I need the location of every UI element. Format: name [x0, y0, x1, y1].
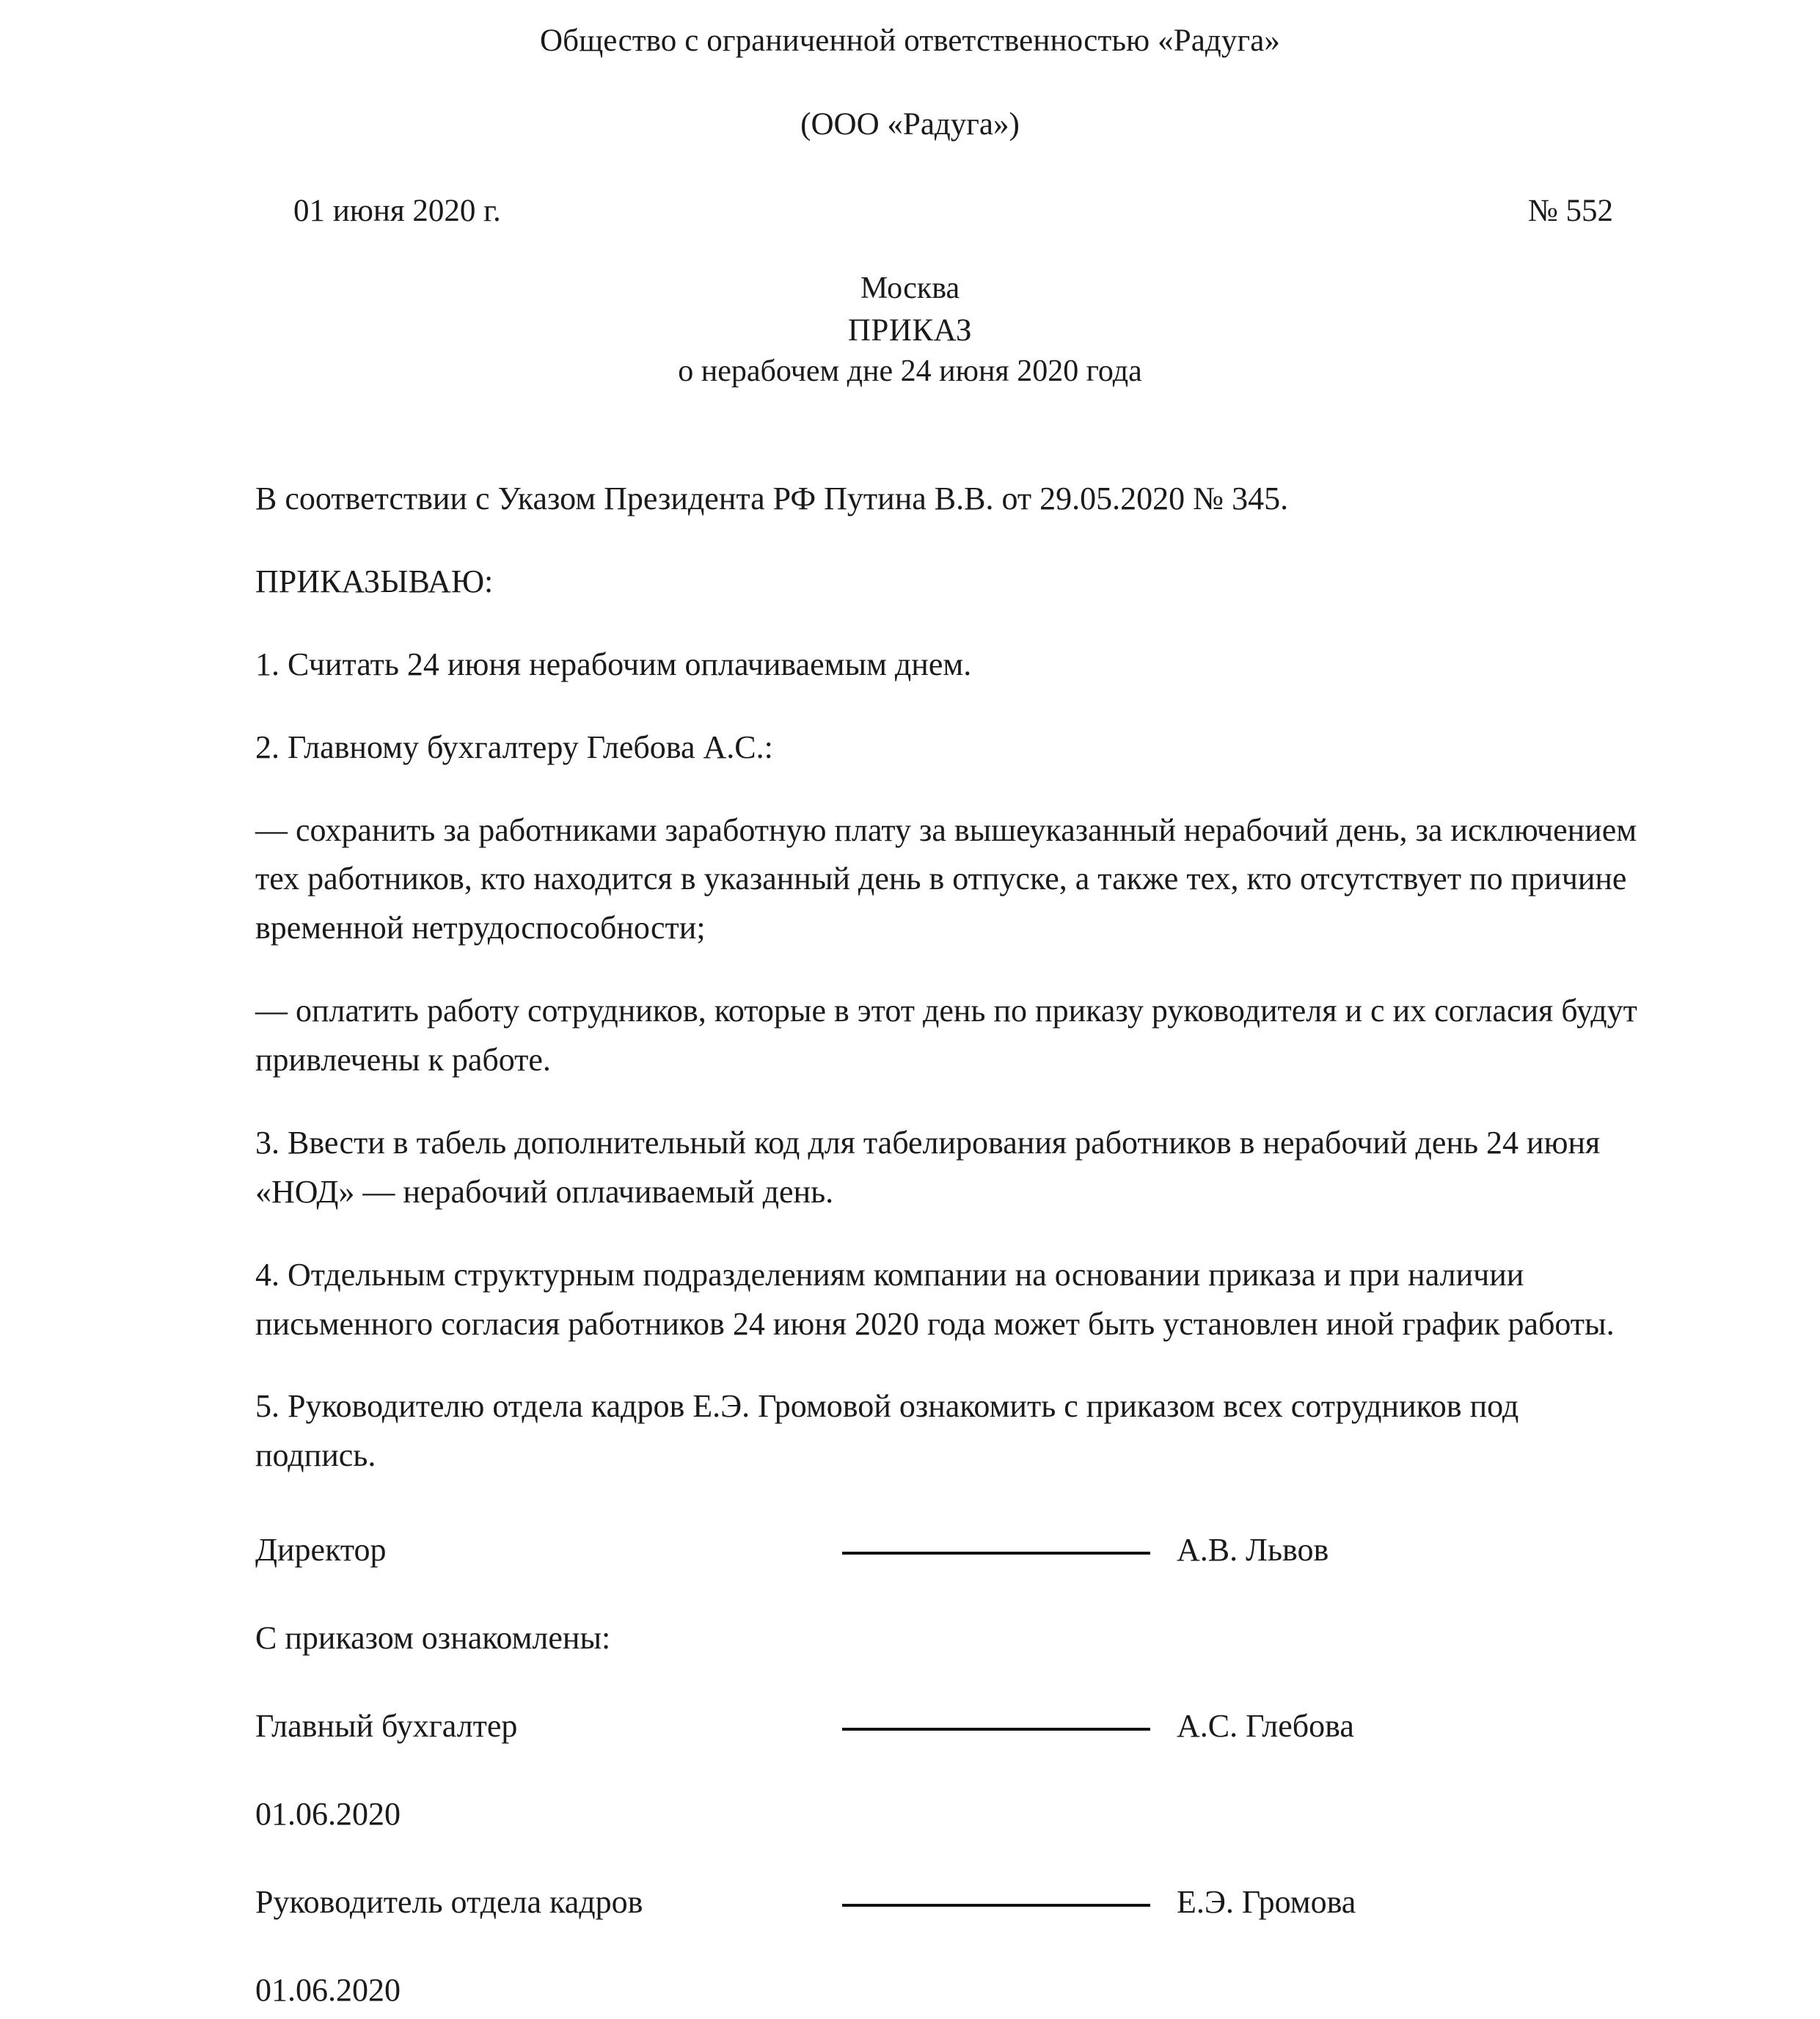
order-item-2: 2. Главному бухгалтеру Глебова А.С.:: [255, 729, 773, 765]
order-item-2-dash-2: — оплатить работу сотрудников, которые в этот день по приказу руководителя и с их согласия будут привлечены к работе.: [255, 993, 1637, 1078]
director-name: А.В. Львов: [1177, 1532, 1329, 1569]
director-role: Директор: [255, 1532, 387, 1569]
document-meta-row: [0, 193, 1820, 229]
director-signature-line: [842, 1552, 1150, 1555]
order-item-4: 4. Отдельным структурным подразделениям компании на основании приказа и при наличии письменного согласия работников 24 июня 2020 года может быть установлен иной график работы.: [255, 1256, 1615, 1342]
order-item-1: 1. Считать 24 июня нерабочим оплачиваемым днем.: [255, 646, 972, 682]
order-verb: ПРИКАЗЫВАЮ:: [255, 563, 494, 599]
organization-full-name: Общество с ограниченной ответственностью «Радуга»: [539, 23, 1281, 58]
order-item-5: 5. Руководителю отдела кадров Е.Э. Громовой ознакомить с приказом всех сотрудников под подпись.: [255, 1388, 1519, 1474]
document-body: [0, 475, 1820, 1481]
document-type: ПРИКАЗ: [847, 313, 973, 348]
acknowledge-note: С приказом ознакомлены:: [255, 1620, 611, 1657]
organization-short-name: (ООО «Радуга»): [800, 106, 1020, 142]
signature-row-chief-accountant: [255, 1702, 1644, 1750]
preamble-paragraph: В соответствии с Указом Президента РФ Путина В.В. от 29.05.2020 № 345.: [255, 481, 1289, 517]
chief-accountant-name: А.С. Глебова: [1177, 1708, 1354, 1745]
chief-accountant-signature-line: [842, 1728, 1150, 1731]
hr-head-date: 01.06.2020: [255, 1972, 401, 2009]
document-city: Москва: [860, 271, 960, 306]
document-date: 01 июня 2020 г.: [293, 194, 501, 229]
chief-accountant-role: Главный бухгалтер: [255, 1708, 518, 1745]
hr-head-role: Руководитель отдела кадров: [255, 1884, 643, 1921]
signature-row-director: [255, 1526, 1644, 1574]
order-item-3: 3. Ввести в табель дополнительный код для табелирования работников в нерабочий день 24 июня «НОД» — нерабочий оплачиваемый день.: [255, 1124, 1601, 1210]
document-number: № 552: [1527, 194, 1613, 229]
order-item-2-dash-1: — сохранить за работниками заработную плату за вышеуказанный нерабочий день, за исключением тех работников, кто находится в указанный день в отпуске, а также тех, кто отсутствует по причине временной нетрудоспособности;: [255, 811, 1637, 946]
signature-block: [0, 1526, 1820, 2015]
chief-accountant-date: 01.06.2020: [255, 1796, 401, 1833]
signature-row-hr-head: [255, 1878, 1644, 1927]
document-subject: о нерабочем дне 24 июня 2020 года: [678, 354, 1142, 389]
hr-head-signature-line: [842, 1904, 1150, 1907]
hr-head-name: Е.Э. Громова: [1177, 1884, 1356, 1921]
document-title-block: [0, 269, 1820, 393]
